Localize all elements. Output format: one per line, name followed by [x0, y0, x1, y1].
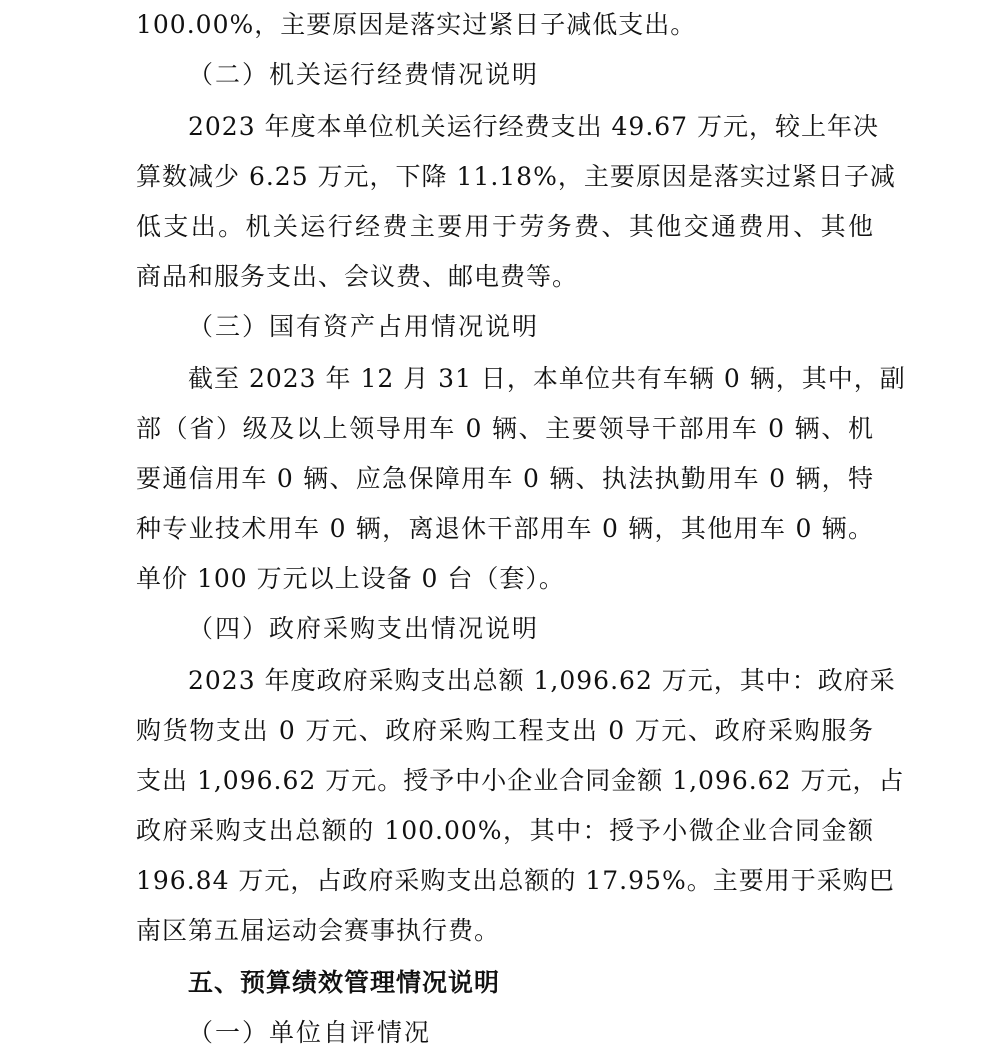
- paragraph-line: 100.00%，主要原因是落实过紧日子减低支出。: [136, 10, 697, 39]
- paragraph-line: 算数减少 6.25 万元，下降 11.18%，主要原因是落实过紧日子减: [136, 162, 896, 191]
- paragraph-line: 种专业技术用车 0 辆，离退休干部用车 0 辆，其他用车 0 辆。: [136, 514, 874, 543]
- paragraph-line: 支出 1,096.62 万元。授予中小企业合同金额 1,096.62 万元，占: [136, 766, 905, 795]
- paragraph-line: 要通信用车 0 辆、应急保障用车 0 辆、执法执勤用车 0 辆，特: [136, 464, 874, 493]
- section-heading-government-procurement: （四）政府采购支出情况说明: [188, 614, 540, 643]
- section-heading-operating-expenses: （二）机关运行经费情况说明: [188, 60, 540, 89]
- paragraph-line: 政府采购支出总额的 100.00%，其中：授予小微企业合同金额: [136, 816, 874, 845]
- section-heading-state-assets: （三）国有资产占用情况说明: [188, 312, 540, 341]
- paragraph-line: 196.84 万元，占政府采购支出总额的 17.95%。主要用于采购巴: [136, 866, 895, 895]
- paragraph-line: 购货物支出 0 万元、政府采购工程支出 0 万元、政府采购服务: [136, 716, 874, 745]
- paragraph-line: 南区第五届运动会赛事执行费。: [136, 916, 501, 945]
- section-heading-self-evaluation: （一）单位自评情况: [188, 1018, 432, 1047]
- paragraph-line: 商品和服务支出、会议费、邮电费等。: [136, 262, 579, 291]
- paragraph-line: 2023 年度本单位机关运行经费支出 49.67 万元，较上年决: [188, 112, 880, 141]
- paragraph-line: 单价 100 万元以上设备 0 台（套）。: [136, 564, 565, 593]
- paragraph-line: 低支出。机关运行经费主要用于劳务费、其他交通费用、其他: [136, 212, 874, 241]
- paragraph-line: 部（省）级及以上领导用车 0 辆、主要领导干部用车 0 辆、机: [136, 414, 874, 443]
- paragraph-line: 截至 2023 年 12 月 31 日，本单位共有车辆 0 辆，其中，副: [188, 364, 906, 393]
- paragraph-line: 2023 年度政府采购支出总额 1,096.62 万元，其中：政府采: [188, 666, 896, 695]
- section-heading-performance-management: 五、预算绩效管理情况说明: [188, 968, 501, 997]
